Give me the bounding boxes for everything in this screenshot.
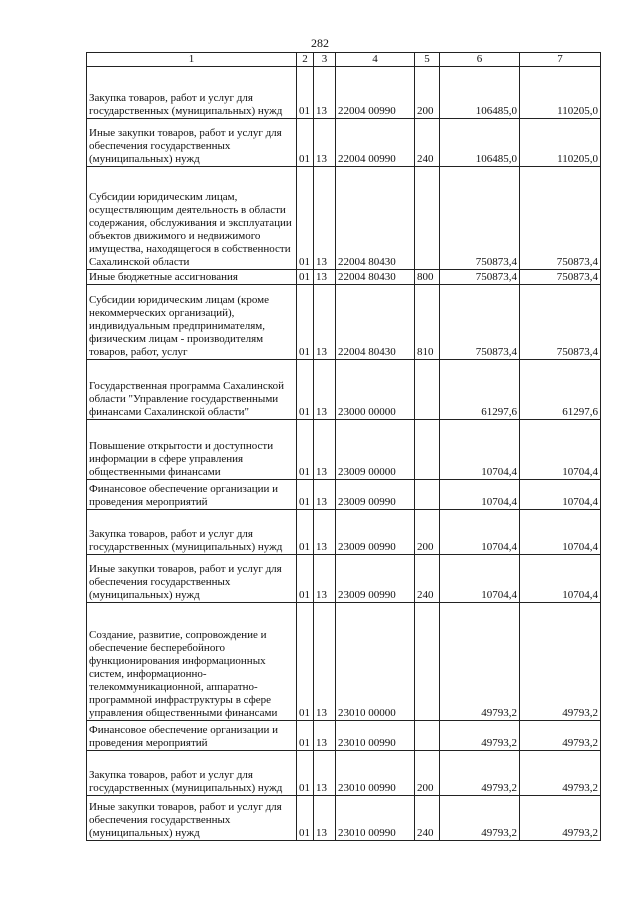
section-code-cell: 01 [297, 420, 314, 480]
header-cell: 7 [520, 53, 601, 67]
subsection-code-cell: 13 [314, 555, 336, 603]
expense-type-cell [415, 360, 440, 420]
amount-year2-cell: 49793,2 [520, 796, 601, 841]
header-cell: 3 [314, 53, 336, 67]
amount-year1-cell: 49793,2 [440, 603, 520, 721]
amount-year2-cell: 49793,2 [520, 751, 601, 796]
expense-type-cell: 200 [415, 510, 440, 555]
section-code-cell: 01 [297, 796, 314, 841]
amount-year2-cell: 10704,4 [520, 555, 601, 603]
expense-type-cell [415, 167, 440, 270]
page-number: 282 [311, 36, 329, 50]
header-cell: 2 [297, 53, 314, 67]
amount-year2-cell: 49793,2 [520, 721, 601, 751]
target-article-cell: 22004 80430 [336, 270, 415, 285]
expense-type-cell [415, 480, 440, 510]
row-name-cell: Закупка товаров, работ и услуг для государственных (муниципальных) нужд [87, 67, 297, 119]
table-row [87, 167, 601, 270]
target-article-cell: 23009 00990 [336, 480, 415, 510]
section-code-cell: 01 [297, 167, 314, 270]
header-cell: 4 [336, 53, 415, 67]
table-row [87, 285, 601, 360]
table-row [87, 796, 601, 841]
table-body [87, 53, 601, 841]
target-article-cell: 23010 00000 [336, 603, 415, 721]
amount-year1-cell: 106485,0 [440, 67, 520, 119]
amount-year2-cell: 10704,4 [520, 420, 601, 480]
amount-year2-cell: 10704,4 [520, 480, 601, 510]
amount-year2-cell: 110205,0 [520, 67, 601, 119]
amount-year2-cell: 750873,4 [520, 270, 601, 285]
subsection-code-cell: 13 [314, 796, 336, 841]
amount-year1-cell: 10704,4 [440, 555, 520, 603]
amount-year1-cell: 750873,4 [440, 270, 520, 285]
expense-type-cell: 200 [415, 67, 440, 119]
section-code-cell: 01 [297, 285, 314, 360]
row-name-cell: Субсидии юридическим лицам (кроме некоммерческих организаций), индивидуальным предпринимателям, физическим лицам - производителям товаров, работ, услуг [87, 285, 297, 360]
row-name-cell: Иные закупки товаров, работ и услуг для обеспечения государственных (муниципальных) нужд [87, 555, 297, 603]
target-article-cell: 22004 00990 [336, 67, 415, 119]
header-cell: 1 [87, 53, 297, 67]
amount-year2-cell: 61297,6 [520, 360, 601, 420]
table-row [87, 510, 601, 555]
amount-year1-cell: 10704,4 [440, 480, 520, 510]
table-row [87, 603, 601, 721]
expense-type-cell [415, 721, 440, 751]
table-row [87, 420, 601, 480]
subsection-code-cell: 13 [314, 603, 336, 721]
subsection-code-cell: 13 [314, 67, 336, 119]
subsection-code-cell: 13 [314, 167, 336, 270]
subsection-code-cell: 13 [314, 510, 336, 555]
subsection-code-cell: 13 [314, 751, 336, 796]
table-row [87, 721, 601, 751]
amount-year1-cell: 10704,4 [440, 420, 520, 480]
table-row [87, 270, 601, 285]
section-code-cell: 01 [297, 67, 314, 119]
row-name-cell: Финансовое обеспечение организации и проведения мероприятий [87, 480, 297, 510]
amount-year1-cell: 49793,2 [440, 721, 520, 751]
amount-year1-cell: 61297,6 [440, 360, 520, 420]
row-name-cell: Субсидии юридическим лицам, осуществляющим деятельность в области содержания, обслуживания и эксплуатации объектов движимого и недвижимого имущества, находящегося в собственности Сахалинской области [87, 167, 297, 270]
target-article-cell: 23009 00990 [336, 555, 415, 603]
target-article-cell: 23010 00990 [336, 796, 415, 841]
row-name-cell: Иные бюджетные ассигнования [87, 270, 297, 285]
header-cell: 5 [415, 53, 440, 67]
row-name-cell: Иные закупки товаров, работ и услуг для обеспечения государственных (муниципальных) нужд [87, 119, 297, 167]
section-code-cell: 01 [297, 721, 314, 751]
row-name-cell: Закупка товаров, работ и услуг для государственных (муниципальных) нужд [87, 751, 297, 796]
table-row [87, 67, 601, 119]
section-code-cell: 01 [297, 480, 314, 510]
section-code-cell: 01 [297, 555, 314, 603]
section-code-cell: 01 [297, 119, 314, 167]
section-code-cell: 01 [297, 270, 314, 285]
header-cell: 6 [440, 53, 520, 67]
target-article-cell: 23000 00000 [336, 360, 415, 420]
expense-type-cell [415, 420, 440, 480]
subsection-code-cell: 13 [314, 285, 336, 360]
section-code-cell: 01 [297, 603, 314, 721]
expense-type-cell: 810 [415, 285, 440, 360]
amount-year1-cell: 106485,0 [440, 119, 520, 167]
expense-type-cell: 240 [415, 555, 440, 603]
table-row [87, 555, 601, 603]
row-name-cell: Создание, развитие, сопровождение и обеспечение бесперебойного функционирования информационных систем, информационно-телекоммуникационной, аппаратно-программной инфраструктуры в сфере управления общественными финансами [87, 603, 297, 721]
target-article-cell: 23010 00990 [336, 751, 415, 796]
amount-year1-cell: 49793,2 [440, 796, 520, 841]
amount-year1-cell: 49793,2 [440, 751, 520, 796]
target-article-cell: 23010 00990 [336, 721, 415, 751]
row-name-cell: Государственная программа Сахалинской области "Управление государственными финансами Сахалинской области" [87, 360, 297, 420]
table-row [87, 119, 601, 167]
expense-type-cell: 240 [415, 796, 440, 841]
amount-year2-cell: 10704,4 [520, 510, 601, 555]
amount-year1-cell: 750873,4 [440, 167, 520, 270]
table-row [87, 751, 601, 796]
table-header-row [87, 53, 601, 67]
target-article-cell: 22004 00990 [336, 119, 415, 167]
row-name-cell: Финансовое обеспечение организации и проведения мероприятий [87, 721, 297, 751]
subsection-code-cell: 13 [314, 360, 336, 420]
table-row [87, 480, 601, 510]
section-code-cell: 01 [297, 510, 314, 555]
section-code-cell: 01 [297, 360, 314, 420]
amount-year1-cell: 10704,4 [440, 510, 520, 555]
table-row [87, 360, 601, 420]
amount-year1-cell: 750873,4 [440, 285, 520, 360]
row-name-cell: Иные закупки товаров, работ и услуг для обеспечения государственных (муниципальных) нужд [87, 796, 297, 841]
expense-type-cell: 200 [415, 751, 440, 796]
subsection-code-cell: 13 [314, 420, 336, 480]
amount-year2-cell: 110205,0 [520, 119, 601, 167]
expense-type-cell [415, 603, 440, 721]
amount-year2-cell: 49793,2 [520, 603, 601, 721]
expense-type-cell: 800 [415, 270, 440, 285]
subsection-code-cell: 13 [314, 119, 336, 167]
target-article-cell: 22004 80430 [336, 285, 415, 360]
subsection-code-cell: 13 [314, 480, 336, 510]
target-article-cell: 22004 80430 [336, 167, 415, 270]
subsection-code-cell: 13 [314, 721, 336, 751]
budget-table [86, 52, 601, 841]
row-name-cell: Закупка товаров, работ и услуг для государственных (муниципальных) нужд [87, 510, 297, 555]
expense-type-cell: 240 [415, 119, 440, 167]
target-article-cell: 23009 00990 [336, 510, 415, 555]
section-code-cell: 01 [297, 751, 314, 796]
amount-year2-cell: 750873,4 [520, 285, 601, 360]
row-name-cell: Повышение открытости и доступности информации в сфере управления общественными финансами [87, 420, 297, 480]
target-article-cell: 23009 00000 [336, 420, 415, 480]
subsection-code-cell: 13 [314, 270, 336, 285]
amount-year2-cell: 750873,4 [520, 167, 601, 270]
